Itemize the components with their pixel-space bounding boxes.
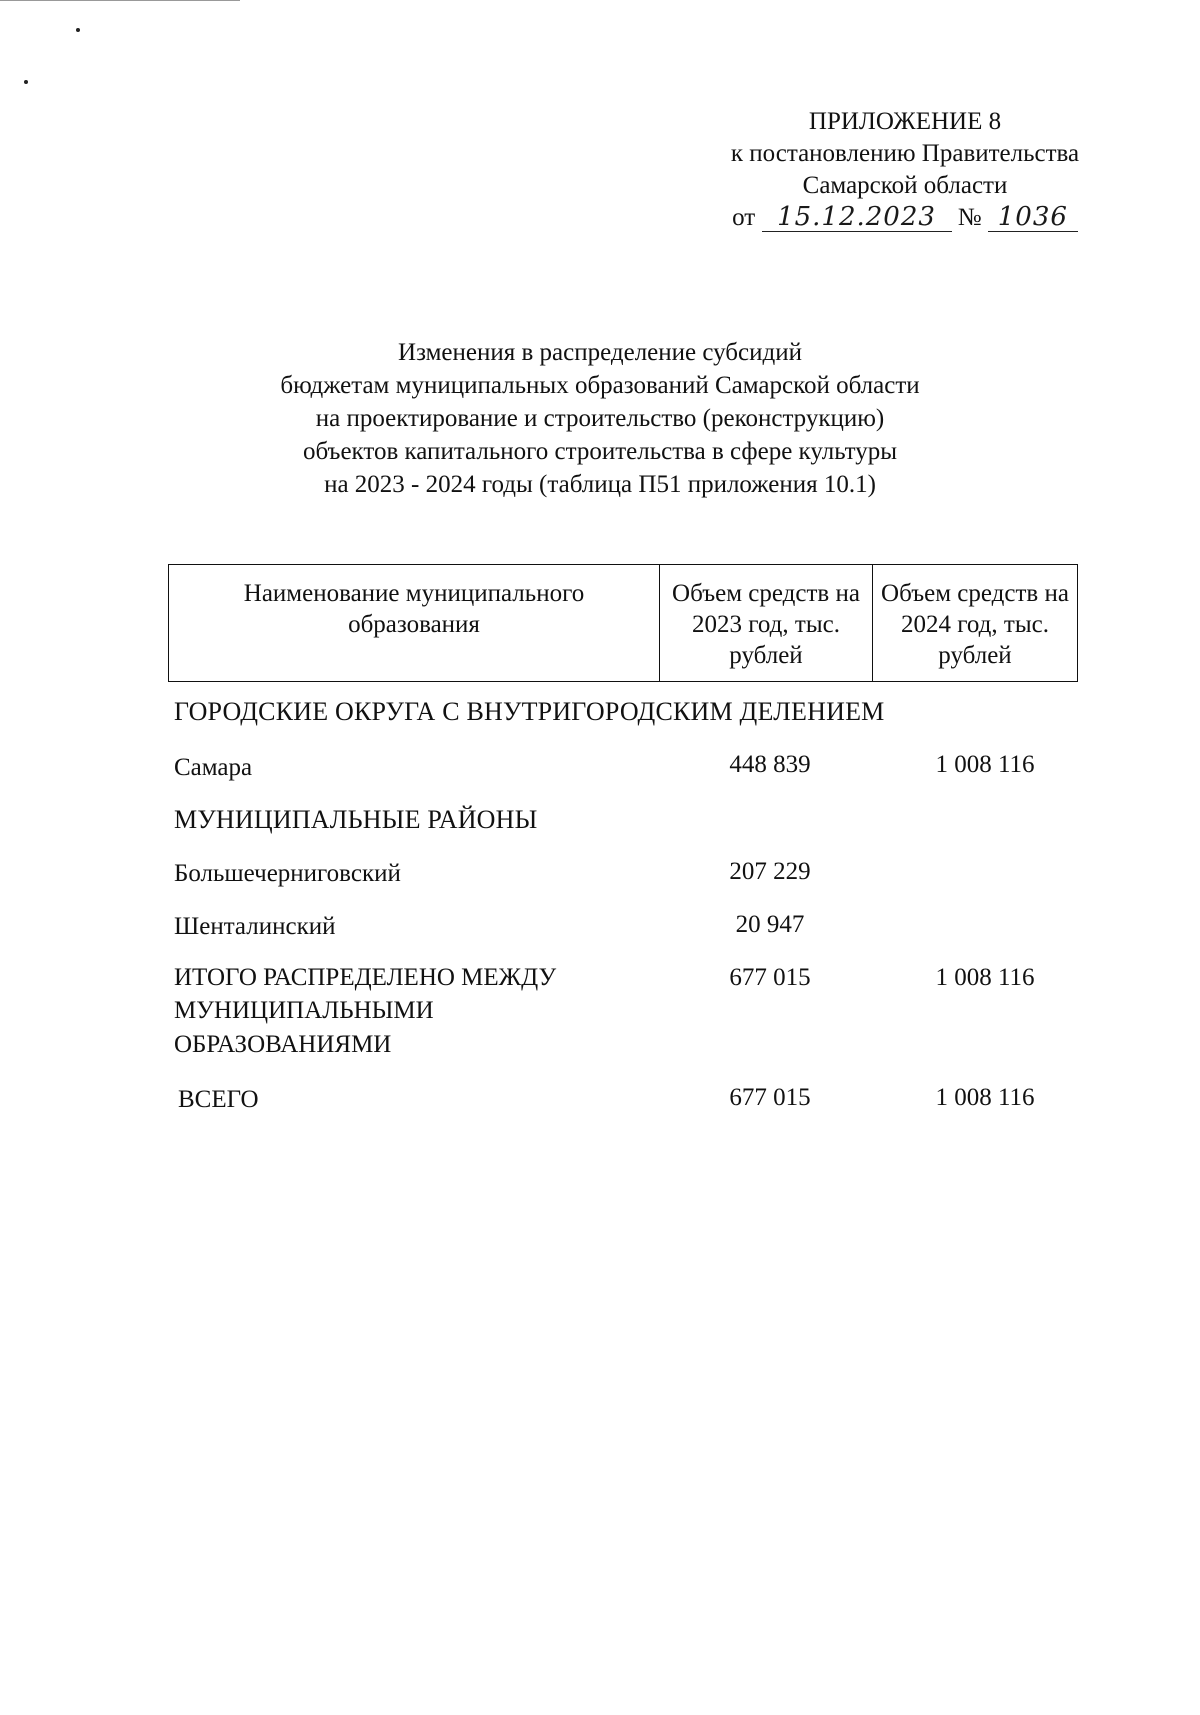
grand-total-label: ВСЕГО <box>178 1086 259 1113</box>
row-value-2023: 448 839 <box>729 751 811 778</box>
total-distributed-label-line: МУНИЦИПАЛЬНЫМИ <box>174 997 434 1024</box>
total-distributed-label-line: ОБРАЗОВАНИЯМИ <box>174 1031 392 1058</box>
total-distributed-label-line: ИТОГО РАСПРЕДЕЛЕНО МЕЖДУ <box>174 964 557 991</box>
header-municipality: Наименование муниципального образования <box>169 565 660 682</box>
appendix-decree: к постановлению Правительства <box>730 140 1080 167</box>
appendix-region: Самарской области <box>802 172 1008 199</box>
row-name: Шенталинский <box>174 913 336 940</box>
handwritten-date: 15.12.2023 <box>777 202 936 232</box>
title-line: на проектирование и строительство (реконструкцию) <box>315 405 885 432</box>
grand-total-2023: 677 015 <box>729 1084 811 1111</box>
row-name: Большечерниговский <box>174 860 401 887</box>
appendix-title: ПРИЛОЖЕНИЕ 8 <box>808 108 1002 135</box>
header-volume-2024: Объем средств на 2024 год, тыс. рублей <box>873 565 1078 682</box>
scan-speck <box>76 28 80 32</box>
appendix-header <box>690 106 1120 234</box>
handwritten-number: 1036 <box>997 202 1068 232</box>
table-header <box>168 564 1078 682</box>
row-value-2023: 207 229 <box>729 858 811 885</box>
section-title-municipal-districts: МУНИЦИПАЛЬНЫЕ РАЙОНЫ <box>174 805 538 834</box>
title-line: Изменения в распределение субсидий <box>398 339 802 366</box>
total-distributed-2023: 677 015 <box>729 964 811 991</box>
total-distributed-2024: 1 008 116 <box>935 964 1035 991</box>
appendix-date-line <box>690 202 1120 234</box>
row-name: Самара <box>174 754 253 781</box>
grand-total-2024: 1 008 116 <box>935 1084 1035 1111</box>
date-field <box>762 204 952 232</box>
document-title <box>180 336 1020 501</box>
header-row <box>169 565 1078 682</box>
number-prefix: № <box>957 204 982 231</box>
row-value-2024: 1 008 116 <box>935 751 1035 778</box>
date-prefix: от <box>732 204 756 231</box>
title-line: бюджетам муниципальных образований Самарской области <box>280 372 920 399</box>
number-field <box>988 204 1078 232</box>
scan-edge-line <box>0 0 240 1</box>
scan-speck <box>24 80 28 84</box>
header-volume-2023: Объем средств на 2023 год, тыс. рублей <box>660 565 873 682</box>
title-line: объектов капитального строительства в сфере культуры <box>302 438 898 465</box>
row-value-2023: 20 947 <box>735 911 805 938</box>
title-line: на 2023 - 2024 годы (таблица П51 приложения 10.1) <box>324 471 876 498</box>
section-title-city-districts: ГОРОДСКИЕ ОКРУГА С ВНУТРИГОРОДСКИМ ДЕЛЕНИЕМ <box>174 697 885 726</box>
